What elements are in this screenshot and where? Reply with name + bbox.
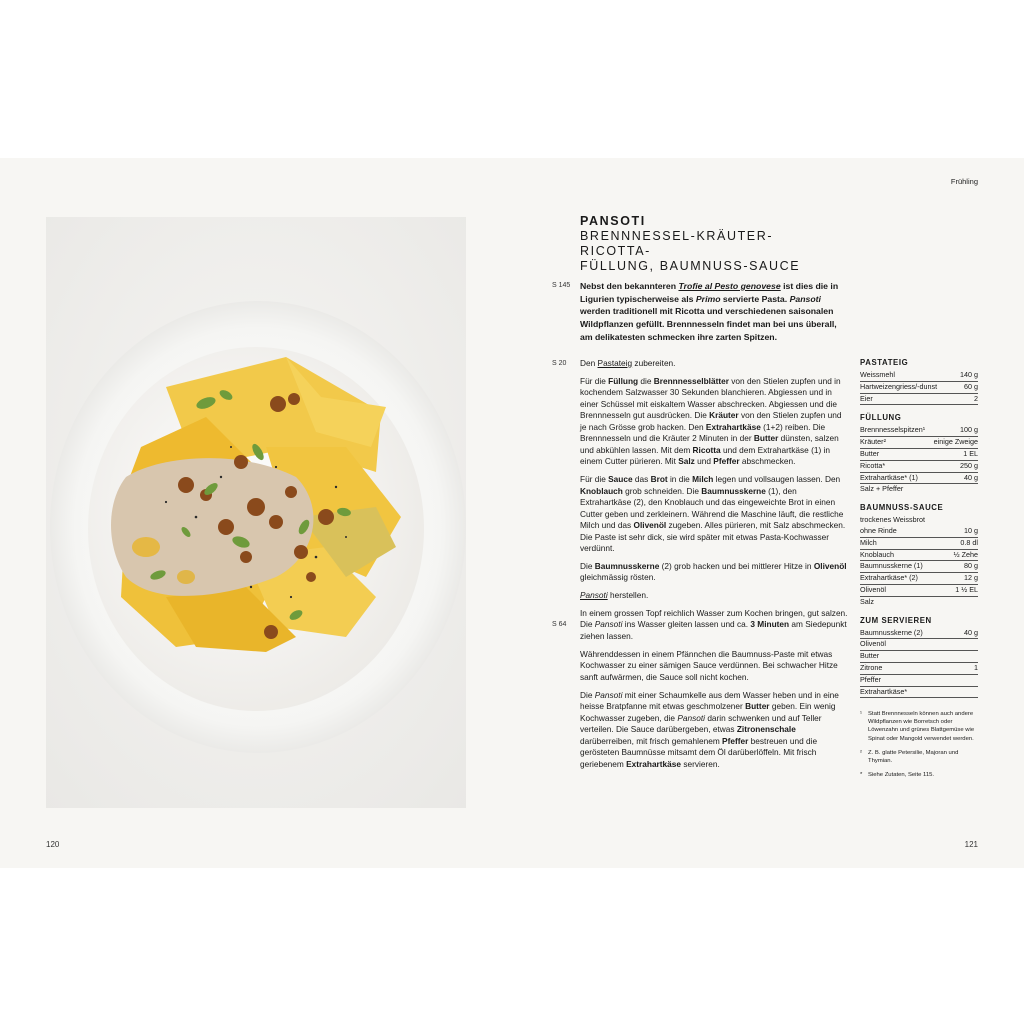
ingredient-row: Extrahartkäse*	[860, 687, 978, 699]
ingredient-row: Extrahartkäse* (2) 12 g	[860, 573, 978, 585]
ingredients-sidebar	[860, 358, 978, 706]
ingredient-row: Weissmehl 140 g	[860, 370, 978, 382]
running-head: Frühling	[950, 177, 978, 186]
ingredient-row: Eier 2	[860, 394, 978, 406]
recipe-subtitle-line-2: FÜLLUNG, BAUMNUSS-SAUCE	[580, 259, 801, 273]
page-reference-step1: S 20	[552, 360, 567, 367]
recipe-title: PANSOTI	[580, 214, 646, 228]
page-number-right: 121	[964, 840, 978, 849]
step-sauce: Für die Sauce das Brot in die Milch legen und vollsaugen lassen. Den Knoblauch grob schneiden. Die Baumnusskerne (1), den Extrahartkäse (2), den Knoblauch und das eingeweichte Brot in einen Cutter geben und zerkleinern. Während die Maschine läuft, die restliche Milch und das Olivenöl zugeben. Alles pürieren, mit Salz abschmecken. Die Paste ist sehr dick, sie wird später mit etwas Pasta-Kochwasser verdünnt.	[580, 474, 846, 554]
ingredient-row: Baumnusskerne (1) 80 g	[860, 561, 978, 573]
ingredient-row: Hartweizengriess/-dunst 60 g	[860, 382, 978, 394]
recipe-instructions	[580, 358, 850, 776]
ingredient-row: trockenes Weissbrot	[860, 515, 925, 525]
page-number-left: 120	[46, 840, 60, 849]
ingredient-row: Pfeffer	[860, 675, 978, 687]
ingredient-row: Butter 1 EL	[860, 449, 978, 461]
step-kochen: In einem grossen Topf reichlich Wasser zum Kochen bringen, gut salzen. Die Pansoti ins Wasser gleiten lassen und ca. 3 Minuten am Siedepunkt ziehen lassen.	[580, 607, 848, 641]
section-title: ZUM SERVIEREN	[860, 615, 932, 625]
ingredients-baumnuss-sauce	[860, 503, 978, 607]
step-pastateig: Den Pastateig zubereiten.	[580, 358, 676, 368]
ingredient-row: Kräuter² einige Zweige	[860, 437, 978, 449]
ingredients-pastateig	[860, 358, 978, 405]
ingredient-row: Salz + Pfeffer	[860, 484, 904, 494]
footnote: * Siehe Zutaten, Seite 115.	[860, 772, 935, 779]
section-title: FÜLLUNG	[860, 413, 902, 423]
ingredient-row: Knoblauch ½ Zehe	[860, 550, 978, 562]
link-trofie[interactable]: Trofie al Pesto genovese	[678, 281, 781, 291]
recipe-title-block	[580, 214, 840, 274]
section-title: PASTATEIG	[860, 358, 909, 367]
book-spread	[0, 158, 1024, 868]
step-servieren: Die Pansoti mit einer Schaumkelle aus dem Wasser heben und in eine heisse Bratpfanne mit etwas geschmolzener Butter geben. Ein wenig Kochwasser zugeben, die Pansoti darin schwenken und auf Teller verteilen. Die Sauce darübergeben, etwas Zitronenschale darüberreiben, mit frisch gemahlenem Pfeffer bestreuen und die gerösteten Baumnüsse mitsamt dem Öl darüberlöffeln. Mit frisch geriebenem Extrahartkäse servieren.	[580, 689, 839, 769]
ingredient-row: Ricotta* 250 g	[860, 461, 978, 473]
recipe-intro: Nebst den bekannteren Trofie al Pesto genovese ist dies die in Ligurien typischerweise als Primo servierte Pasta. Pansoti werden traditionell mit Ricotta und verschiedenen saisonalen Wildpflanzen gefüllt. Brennnesseln findet man bei uns überall, am delikatesten schmecken ihre zarten Spitzen.	[580, 281, 839, 342]
ingredient-row: Butter	[860, 651, 978, 663]
plate-illustration	[46, 217, 466, 808]
ingredients-fuellung	[860, 413, 978, 495]
ingredient-row: Extrahartkäse* (1) 40 g	[860, 473, 978, 485]
ingredient-row: Olivenöl	[860, 639, 978, 651]
link-pastateig[interactable]: Pastateig	[597, 358, 633, 368]
footnotes	[860, 710, 982, 785]
step-fuellung: Für die Füllung die Brennnesselblätter von den Stielen zupfen und in kochendem Salzwasser 30 Sekunden blanchieren. Abgiessen und in einer Schüssel mit eiskaltem Wasser abschrecken. Abgiessen und die Brennnesseln gut ausdrücken. Die Kräuter von den Stielen zupfen und je nach Grösse grob hacken. Den Extrahartkäse (1+2) reiben. Die Brennnesseln und die Kräuter 2 Minuten in der Butter dünsten, salzen und abkühlen lassen. Mit dem Ricotta und dem Extrahartkäse (1) in einem Cutter pürieren. Mit Salz und Pfeffer abschmecken.	[580, 375, 842, 467]
link-pansoti[interactable]: Pansoti	[580, 590, 608, 601]
step-pansoti-herstellen: Pansoti herstellen.	[580, 590, 649, 601]
section-title: BAUMNUSS-SAUCE	[860, 503, 944, 513]
ingredient-row: Zitrone 1	[860, 663, 978, 675]
ingredient-row: Olivenöl 1 ½ EL	[860, 585, 978, 597]
page-reference-step5: S 64	[552, 621, 567, 628]
right-page	[512, 158, 1024, 868]
ingredient-row: Brennnesselspitzen¹ 100 g	[860, 425, 978, 437]
left-page	[0, 158, 512, 868]
recipe-subtitle-line-1: BRENNNESSEL-KRÄUTER-RICOTTA-	[580, 229, 774, 258]
pasta-dish-photo	[46, 217, 466, 808]
ingredient-row: Milch 0.8 dl	[860, 538, 978, 550]
page-reference-intro: S 145	[552, 282, 571, 289]
ingredient-row: Baumnusskerne (2) 40 g	[860, 628, 978, 640]
footnote: ² Z. B. glatte Petersilie, Majoran und Thymian.	[860, 749, 959, 765]
footnote: ¹ Statt Brennnesseln können auch andere Wildpflanzen wie Borretsch oder Löwenzahn und grünes Blattgemüse wie Spinat oder Mangold verwendet werden.	[860, 711, 975, 742]
step-baumnuesse: Die Baumnusskerne (2) grob hacken und bei mittlerer Hitze in Olivenöl gleichmässig rösten.	[580, 560, 847, 583]
ingredients-zum-servieren	[860, 616, 978, 699]
step-sauce-verduennen: Währenddessen in einem Pfännchen die Baumnuss-Paste mit etwas Kochwasser zu einer sämigen Sauce verdünnen. Bei schwacher Hitze sanft aufwärmen, die Sauce soll nicht kochen.	[580, 648, 838, 682]
ingredient-row: Salz	[860, 596, 874, 606]
ingredient-row: ohne Rinde 10 g	[860, 526, 978, 538]
